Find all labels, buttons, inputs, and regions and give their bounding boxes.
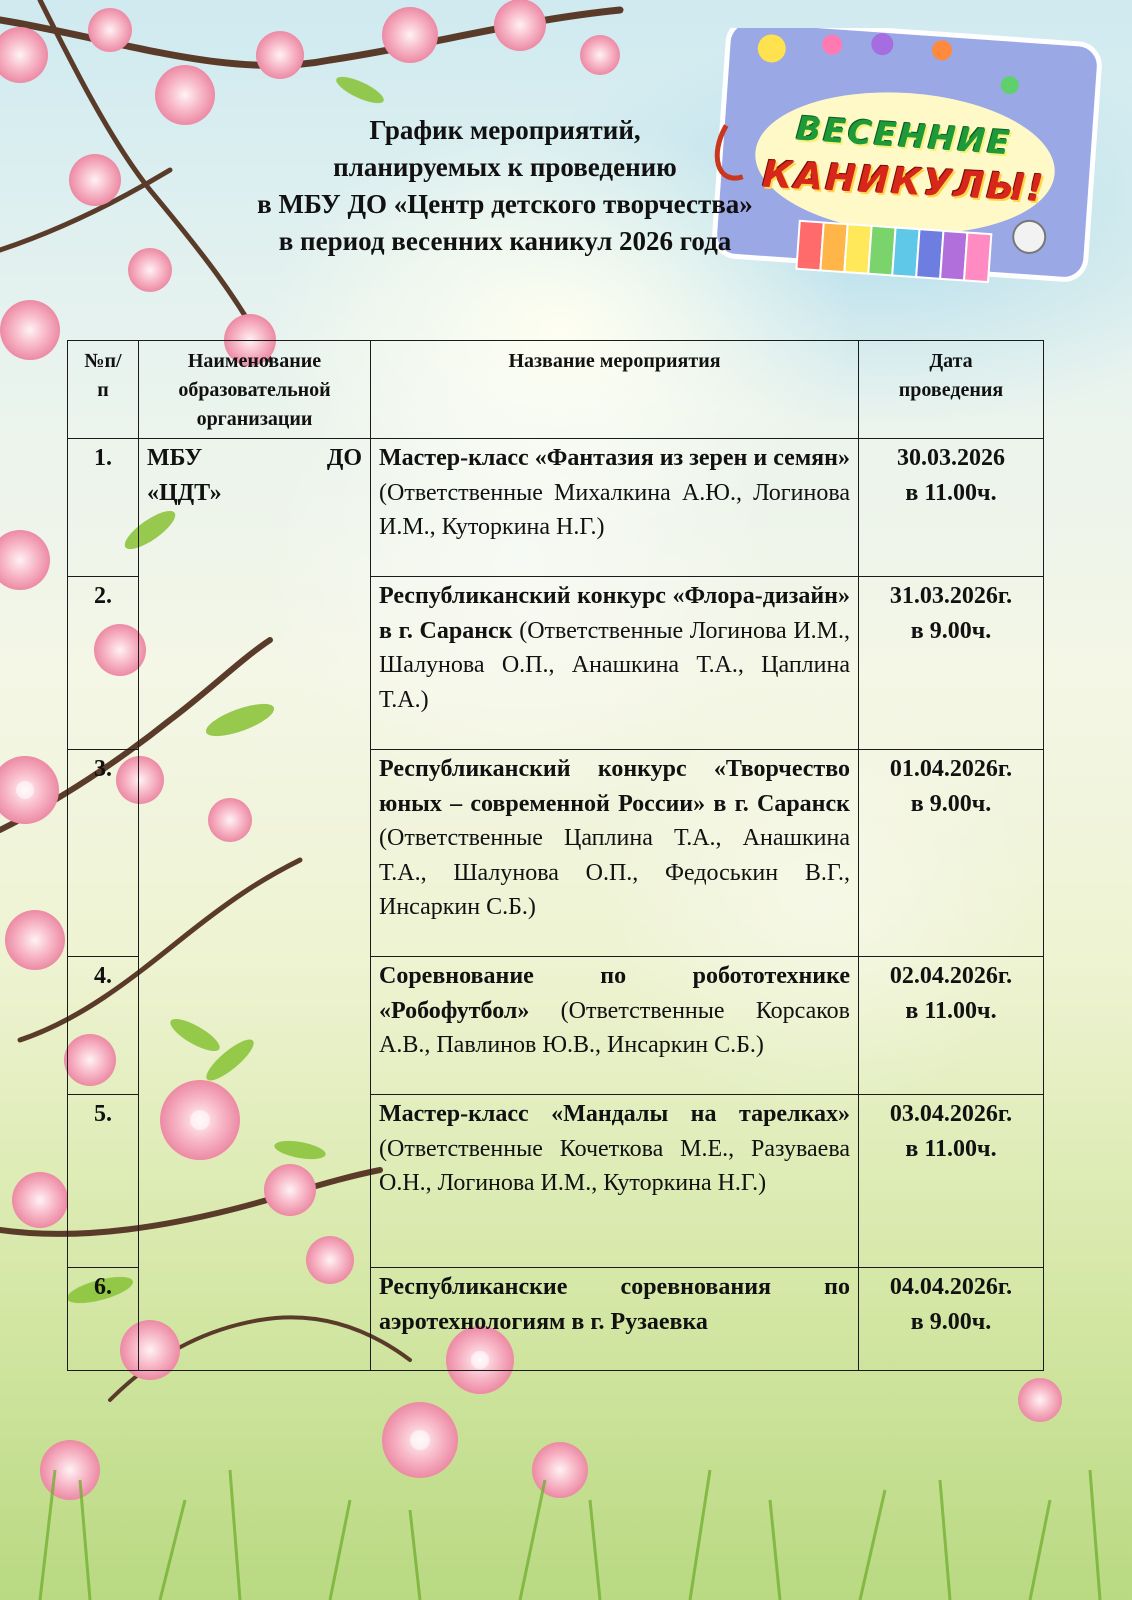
date-cell bbox=[859, 957, 1044, 1095]
date-cell bbox=[859, 750, 1044, 957]
event-date: 01.04.2026г. bbox=[889, 756, 1013, 782]
row-number: 5. bbox=[68, 1095, 139, 1268]
event-responsible: (Ответственные Михалкина А.Ю., Логинова И.М., Куторкина Н.Г.) bbox=[379, 479, 850, 540]
header-date: Дата проведения bbox=[859, 341, 1044, 439]
date-cell bbox=[859, 577, 1044, 750]
event-responsible: (Ответственные Цаплина Т.А., Анашкина Т.А., Шалунова О.П., Федоськин В.Г., Инсаркин С.Б.) bbox=[379, 825, 850, 920]
event-time: в 11.00ч. bbox=[905, 997, 997, 1024]
organization-cell: МБУ ДО «ЦДТ» bbox=[139, 439, 371, 1371]
logo-text-line2: КАНИКУЛЫ! bbox=[761, 152, 1047, 211]
event-responsible: (Ответственные Кочеткова М.Е., Разуваева О.Н., Логинова И.М., Куторкина Н.Г.) bbox=[379, 1135, 850, 1196]
row-number: 2. bbox=[68, 577, 139, 750]
event-date: 04.04.2026г. bbox=[889, 1274, 1013, 1300]
date-cell bbox=[859, 1095, 1044, 1268]
event-date: 31.03.2026г. bbox=[889, 583, 1013, 609]
event-cell bbox=[371, 957, 859, 1095]
event-time: в 9.00ч. bbox=[910, 790, 992, 817]
title-line-3: в МБУ ДО «Центр детского творчества» bbox=[257, 189, 753, 219]
title-line-4: в период весенних каникул 2026 года bbox=[278, 226, 732, 256]
table-header-row bbox=[68, 341, 1044, 439]
date-cell bbox=[859, 439, 1044, 577]
event-name: Республиканский конкурс «Флора-дизайн» в г. Саранск bbox=[379, 583, 850, 644]
event-time: в 9.00ч. bbox=[910, 1308, 992, 1335]
date-cell bbox=[859, 1268, 1044, 1371]
event-cell bbox=[371, 577, 859, 750]
row-number: 1. bbox=[68, 439, 139, 577]
event-name: Мастер-класс «Мандалы на тарелках» bbox=[379, 1101, 850, 1127]
event-cell bbox=[371, 750, 859, 957]
events-schedule-table bbox=[67, 340, 1044, 1371]
logo-text-line1: ВЕСЕННИЕ bbox=[794, 108, 1014, 163]
event-date: 03.04.2026г. bbox=[889, 1101, 1013, 1127]
table-row bbox=[68, 439, 1044, 577]
event-cell bbox=[371, 1095, 859, 1268]
event-responsible: (Ответственные Корсаков А.В., Павлинов Ю.В., Инсаркин С.Б.) bbox=[379, 997, 850, 1058]
event-date: 02.04.2026г. bbox=[889, 963, 1013, 989]
title-line-2: планируемых к проведению bbox=[333, 152, 677, 182]
event-cell bbox=[371, 1268, 859, 1371]
event-name: Соревнование по робототехнике «Робофутбол» bbox=[379, 963, 850, 1024]
event-time: в 9.00ч. bbox=[910, 617, 992, 644]
header-number: №п/ п bbox=[68, 341, 139, 439]
event-cell bbox=[371, 439, 859, 577]
event-name: Республиканский конкурс «Творчество юных – современной России» в г. Саранск bbox=[379, 756, 850, 817]
header-event: Название мероприятия bbox=[371, 341, 859, 439]
event-name: Республиканские соревнования по аэротехнологиям в г. Рузаевка bbox=[379, 1274, 850, 1335]
event-name: Мастер-класс «Фантазия из зерен и семян» bbox=[379, 445, 850, 471]
row-number: 3. bbox=[68, 750, 139, 957]
document-title bbox=[105, 112, 905, 260]
event-time: в 11.00ч. bbox=[905, 1135, 997, 1162]
row-number: 4. bbox=[68, 957, 139, 1095]
title-line-1: График мероприятий, bbox=[369, 115, 641, 145]
row-number: 6. bbox=[68, 1268, 139, 1371]
event-date: 30.03.2026 bbox=[897, 445, 1005, 471]
header-organization: Наименование образовательной организации bbox=[139, 341, 371, 439]
event-responsible: (Ответственные Логинова И.М., Шалунова О.П., Анашкина Т.А., Цаплина Т.А.) bbox=[379, 617, 851, 713]
event-time: в 11.00ч. bbox=[905, 479, 997, 506]
